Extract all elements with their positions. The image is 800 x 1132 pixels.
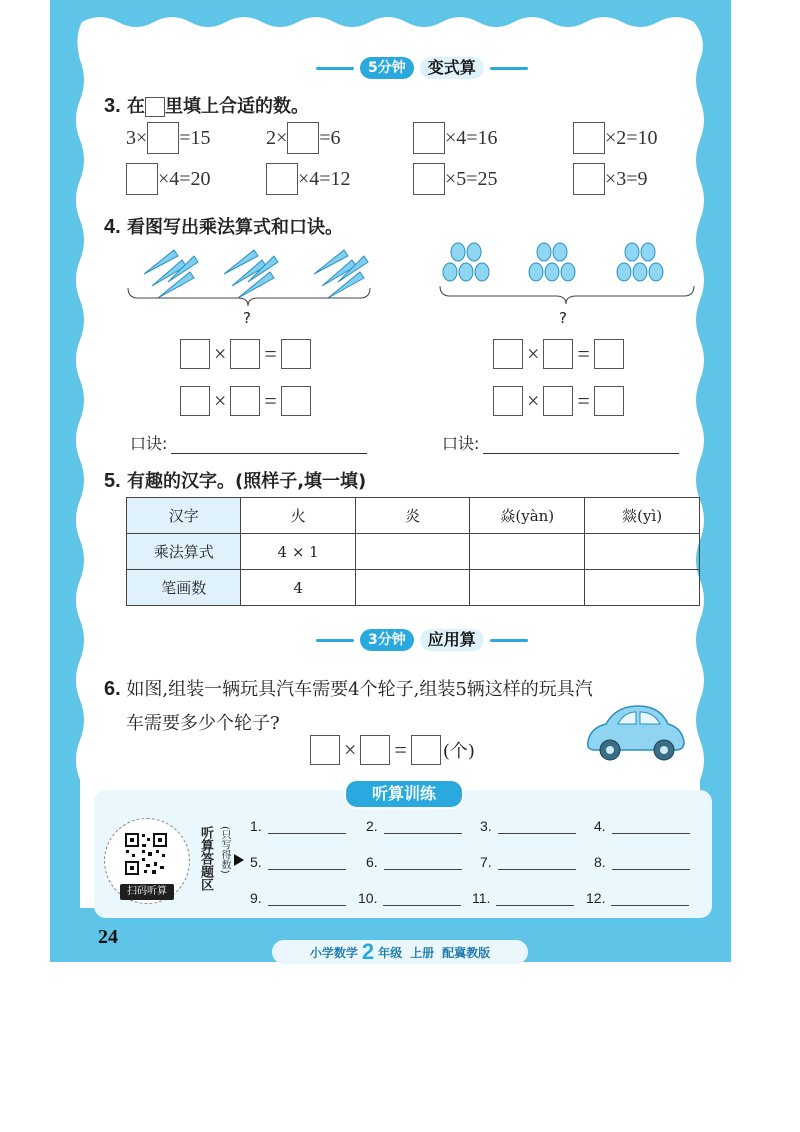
table-cell[interactable] (585, 570, 700, 606)
answer-slot[interactable]: 9. (250, 890, 346, 906)
section-label: 变式算 (420, 57, 484, 79)
answer-slot[interactable]: 1. (250, 818, 346, 834)
q4-right-eq-1: × = (493, 339, 624, 369)
question-mark-left: ? (243, 309, 251, 327)
answer-area-label: 听算答题区 (198, 826, 213, 891)
answer-slot[interactable]: 11. (472, 890, 574, 906)
answer-box[interactable] (266, 163, 298, 195)
toy-car-icon (580, 700, 690, 764)
answer-slot[interactable]: 7. (480, 854, 576, 870)
table-header: 炎 (355, 498, 469, 534)
q3-eq-1: 3× =15 (126, 122, 211, 154)
answer-box[interactable] (180, 339, 210, 369)
q6-equation: × = (个) (310, 735, 475, 765)
cabbages-illustration (436, 236, 698, 316)
q4-title: 4. 看图写出乘法算式和口诀。 (104, 216, 343, 238)
time-badge: 5分钟 (360, 57, 414, 79)
box-symbol (145, 97, 165, 117)
time-badge: 3分钟 (360, 629, 414, 651)
carrots-illustration (124, 238, 374, 318)
answer-box[interactable] (310, 735, 340, 765)
answer-box[interactable] (360, 735, 390, 765)
answer-slot[interactable]: 4. (594, 818, 690, 834)
answer-box[interactable] (493, 386, 523, 416)
play-arrow-icon (234, 854, 244, 866)
q3-eq-2: 2× =6 (266, 122, 341, 154)
q3-eq-3: ×4=16 (413, 122, 498, 154)
answer-slot[interactable]: 3. (480, 818, 576, 834)
table-cell[interactable] (355, 570, 469, 606)
q3-eq-8: ×3=9 (573, 163, 648, 195)
section-header-variant (316, 56, 528, 80)
listening-title: 听算训练 (344, 779, 464, 809)
table-cell: 4 × 1 (241, 534, 355, 570)
answer-box[interactable] (411, 735, 441, 765)
answer-box[interactable] (281, 339, 311, 369)
answer-box[interactable] (287, 122, 319, 154)
answer-box[interactable] (230, 386, 260, 416)
table-row-label: 笔画数 (127, 570, 241, 606)
answer-slot[interactable]: 10. (358, 890, 461, 906)
answer-box[interactable] (573, 163, 605, 195)
hanzi-table (126, 497, 700, 606)
answer-slot[interactable]: 5. (250, 854, 346, 870)
q3-eq-7: ×5=25 (413, 163, 498, 195)
answer-box[interactable] (180, 386, 210, 416)
section-label: 应用算 (420, 629, 484, 651)
answer-box[interactable] (543, 339, 573, 369)
q5-title: 5. 有趣的汉字。(照样子,填一填) (104, 470, 367, 492)
formula-input-right[interactable] (483, 435, 679, 454)
answer-box[interactable] (493, 339, 523, 369)
table-header: 燚(yì) (585, 498, 700, 534)
q3-eq-6: ×4=12 (266, 163, 351, 195)
answer-slot[interactable]: 2. (366, 818, 462, 834)
q4-left-eq-1: × = (180, 339, 311, 369)
table-row-label: 乘法算式 (127, 534, 241, 570)
qr-code-icon[interactable] (124, 832, 168, 876)
answer-box[interactable] (413, 122, 445, 154)
answer-box[interactable] (413, 163, 445, 195)
formula-line-right: 口诀: (442, 431, 679, 454)
answer-slot[interactable]: 6. (366, 854, 462, 870)
page-number: 24 (98, 926, 118, 948)
q6-text: 6. 如图,组装一辆玩具汽车需要4个轮子,组装5辆这样的玩具汽 车需要多少个轮子? (104, 678, 593, 734)
footer-badge: 小学数学 2 年级 上册 配冀教版 (272, 940, 528, 964)
q4-left-eq-2: × = (180, 386, 311, 416)
answer-area-note: (只写得数) (219, 826, 230, 874)
q3-title: 3. 在 里填上合适的数。 (104, 95, 309, 117)
table-cell[interactable] (585, 534, 700, 570)
answer-box[interactable] (230, 339, 260, 369)
q4-right-eq-2: × = (493, 386, 624, 416)
formula-input-left[interactable] (171, 435, 367, 454)
question-mark-right: ? (559, 309, 567, 327)
table-cell[interactable] (470, 534, 585, 570)
answer-slot[interactable]: 12. (586, 890, 689, 906)
answer-box[interactable] (594, 386, 624, 416)
formula-line-left: 口诀: (130, 431, 367, 454)
q3-eq-4: ×2=10 (573, 122, 658, 154)
table-cell: 4 (241, 570, 355, 606)
answer-box[interactable] (147, 122, 179, 154)
table-cell[interactable] (470, 570, 585, 606)
answer-slot[interactable]: 8. (594, 854, 690, 870)
table-header: 汉字 (127, 498, 241, 534)
section-header-application (316, 628, 528, 652)
q3-eq-5: ×4=20 (126, 163, 211, 195)
qr-caption: 扫码听算 (120, 884, 174, 900)
table-header: 焱(yàn) (470, 498, 585, 534)
table-cell[interactable] (355, 534, 469, 570)
answer-box[interactable] (543, 386, 573, 416)
answer-box[interactable] (594, 339, 624, 369)
answer-box[interactable] (573, 122, 605, 154)
answer-box[interactable] (126, 163, 158, 195)
table-header: 火 (241, 498, 355, 534)
answer-box[interactable] (281, 386, 311, 416)
